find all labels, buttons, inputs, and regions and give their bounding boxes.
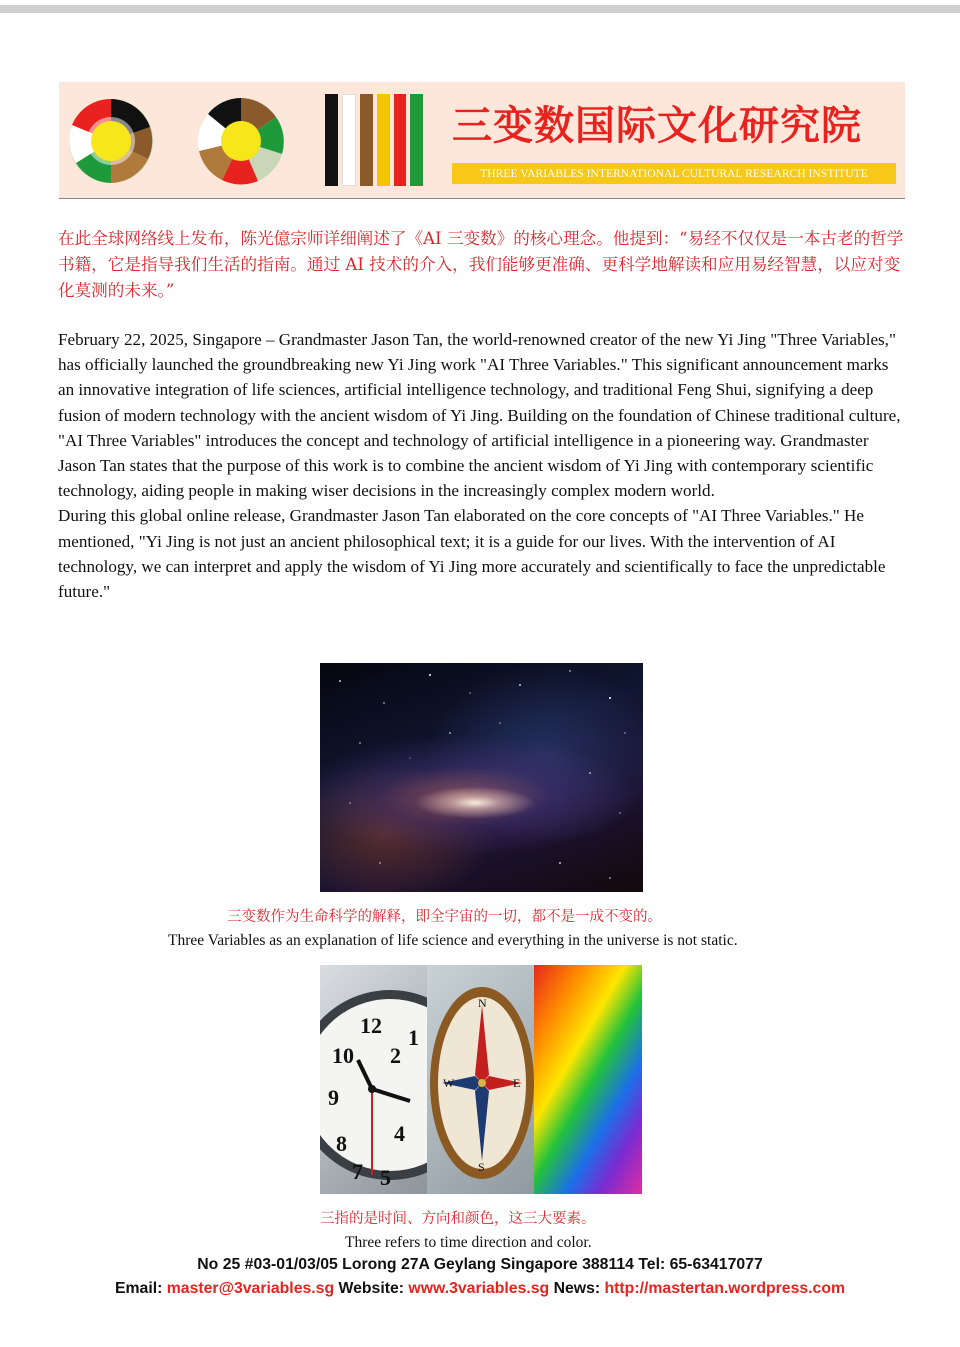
clock-number: 2 <box>390 1043 401 1068</box>
yin-yang-circle-logo-1 <box>66 97 156 185</box>
news-label: News: <box>553 1280 601 1297</box>
top-rule <box>0 5 960 13</box>
figure1-caption-cn: 三变数作为生命科学的解释，即全宇宙的一切，都不是一成不变的。 <box>227 909 662 925</box>
footer-address: No 25 #03-01/03/05 Lorong 27A Geylang Singapore 388114 Tel: 65-63417077 <box>197 1256 763 1273</box>
stripe <box>360 94 373 186</box>
compass-letter: W <box>443 1076 455 1090</box>
email-label: Email: <box>114 1280 163 1297</box>
clock-number: 12 <box>360 1013 382 1038</box>
clock-number: 7 <box>352 1159 363 1184</box>
figure2-caption-cn: 三指的是时间、方向和颜色，这三大要素。 <box>320 1211 596 1227</box>
stripe <box>325 94 338 186</box>
compass-letter: E <box>513 1076 521 1090</box>
stripe <box>410 94 423 186</box>
clock-number: 9 <box>328 1085 339 1110</box>
stripe <box>394 94 407 186</box>
clock-number: 4 <box>394 1121 405 1146</box>
institute-subtitle-en: THREE VARIABLES INTERNATIONAL CULTURAL RESEARCH INSTITUTE <box>452 163 896 184</box>
news-link[interactable]: http://mastertan.wordpress.com <box>604 1280 846 1297</box>
clock-number: 5 <box>380 1165 391 1190</box>
clock-panel <box>320 965 427 1194</box>
clock-number: 10 <box>332 1043 354 1068</box>
email-link[interactable]: master@3variables.sg <box>166 1280 335 1297</box>
time-direction-color-photo <box>320 965 642 1194</box>
compass-panel <box>427 965 534 1194</box>
intro-paragraph-cn: 在此全球网络线上发布，陈光億宗师详细阐述了《AI 三变数》的核心理念。他提到：“易经不仅仅是一本古老的哲学书籍，它是指导我们生活的指南。通过 AI 技术的介入，我们能够更准确、更科学地解读和应用易经智慧，以应对变化莫测的未来。” <box>58 229 904 300</box>
website-label: Website: <box>338 1280 405 1297</box>
banner-underline <box>59 198 905 199</box>
website-link[interactable]: www.3variables.sg <box>408 1280 550 1297</box>
body-paragraph: February 22, 2025, Singapore – Grandmaster Jason Tan, the world-renowned creator of the new Yi Jing "Three Variables," has officially launched the groundbreaking new Yi Jing work "AI Three Variables." This significant announcement marks an innovative integration of life sciences, artificial intelligence technology, and traditional Feng Shui, signifying a deep fusion of modern technology with the ancient wisdom of Yi Jing. Building on the foundation of Chinese traditional culture, "AI Three Variables" introduces the concept and technology of artificial intelligence in a pioneering way. Grandmaster Jason Tan states that the purpose of this work is to combine the ancient wisdom of Yi Jing with contemporary scientific technology, aiding people in making wiser decisions in the increasingly complex modern world. <box>58 330 901 501</box>
stripe <box>377 94 390 186</box>
compass-letter: N <box>478 996 487 1010</box>
clock-icon <box>320 965 427 1194</box>
compass-icon <box>427 965 534 1194</box>
star-field <box>320 663 643 892</box>
color-stripes-logo <box>325 94 423 186</box>
galaxy-photo <box>320 663 643 892</box>
article-body-en <box>58 327 906 604</box>
figure1-caption-en: Three Variables as an explanation of life science and everything in the universe is not static. <box>168 932 738 949</box>
body-paragraph: During this global online release, Grandmaster Jason Tan elaborated on the core concepts of "AI Three Variables." He mentioned, "Yi Jing is not just an ancient philosophical text; it is a guide for our lives. With the intervention of AI technology, we can interpret and apply the wisdom of Yi Jing more accurately and scientifically to face the unpredictable future." <box>58 506 886 602</box>
compass-letter: S <box>478 1160 485 1174</box>
institute-title-cn: 三变数国际文化研究院 <box>452 102 862 149</box>
clock-number: 8 <box>336 1131 347 1156</box>
stripe <box>342 94 357 186</box>
yin-yang-circle-logo-2 <box>196 96 286 186</box>
rainbow-colors-panel <box>534 965 642 1194</box>
footer-contacts <box>0 1280 960 1298</box>
clock-number: 1 <box>408 1025 419 1050</box>
figure2-caption-en: Three refers to time direction and color. <box>345 1234 592 1251</box>
